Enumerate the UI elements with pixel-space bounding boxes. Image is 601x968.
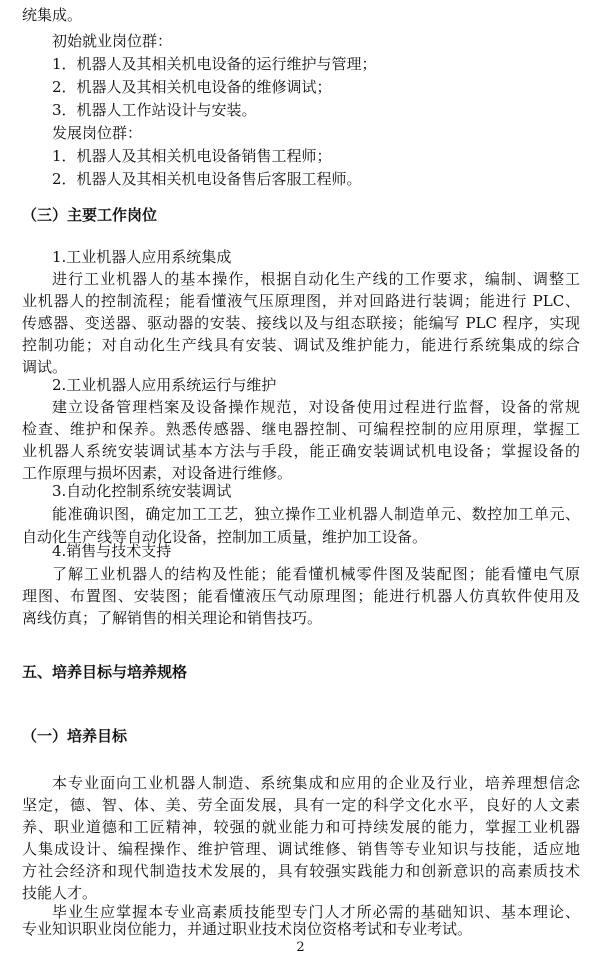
job-title: 4.销售与技术支持 xyxy=(52,542,172,560)
dev-jobs-title: 发展岗位群： xyxy=(52,124,143,142)
text-line: 进行工业机器人的基本操作，根据自动化生产线的工作要求，编制、调整工 xyxy=(52,270,580,288)
initial-jobs-title: 初始就业岗位群： xyxy=(52,32,173,50)
text-line: 控制功能；对自动化生产线具有安装、调试及维护能力，能进行系统集成的综合 xyxy=(22,336,580,354)
job-title: 3.自动化控制系统安装调试 xyxy=(52,482,232,500)
text-line: 毕业生应掌握本专业高素质技能型专门人才所必需的基础知识、基本理论、 xyxy=(52,903,580,921)
text-line: 业机器人的控制流程；能看懂液气压原理图，并对回路进行装调；能进行 PLC、 xyxy=(22,292,580,310)
section-heading: 五、培养目标与培养规格 xyxy=(22,663,188,681)
list-item: 2．机器人及其相关机电设备售后客服工程师。 xyxy=(52,170,362,188)
text-line: 离线仿真；了解销售的相关理论和销售技巧。 xyxy=(22,609,323,627)
text-line: 自动化生产线等自动化设备，控制加工质量，维护加工设备。 xyxy=(22,528,428,546)
text-line: 专业知识职业岗位能力，并通过职业技术岗位资格考试和专业考试。 xyxy=(22,920,473,938)
text-line: 理图、布置图、安装图；能看懂液压气动原理图；能进行机器人仿真软件使用及 xyxy=(22,587,580,605)
text-line: 方社会经济和现代制造技术发展的，具有较强实践能力和创新意识的高素质技术 xyxy=(22,862,580,880)
job-title: 1.工业机器人应用系统集成 xyxy=(52,248,232,266)
text-line: 人集成设计、编程操作、维护管理、调试维修、销售等专业知识与技能，适应地 xyxy=(22,840,580,858)
job-title: 2.工业机器人应用系统运行与维护 xyxy=(52,376,277,394)
list-item: 1．机器人及其相关机电设备销售工程师； xyxy=(52,147,332,165)
subsection-heading: （一）培养目标 xyxy=(22,727,128,745)
text-line: 本专业面向工业机器人制造、系统集成和应用的企业及行业，培养理想信念 xyxy=(52,774,580,792)
text-line: 了解工业机器人的结构及性能；能看懂机械零件图及装配图；能看懂电气原 xyxy=(52,565,580,583)
text-line: 建立设备管理档案及设备操作规范，对设备使用过程进行监督，设备的常规 xyxy=(52,398,580,416)
text-line: 检查、维护和保养。熟悉传感器、继电器控制、可编程控制的应用原理，掌握工 xyxy=(22,420,580,438)
text-line: 技能人才。 xyxy=(22,884,98,902)
text-line: 业机器人系统安装调试基本方法与手段，能正确安装调试机电设备；掌握设备的 xyxy=(22,442,580,460)
list-item: 2．机器人及其相关机电设备的维修调试； xyxy=(52,78,332,96)
text-line: 坚定，德、智、体、美、劳全面发展，具有一定的科学文化水平，良好的人文素 xyxy=(22,796,580,814)
text-line: 养、职业道德和工匠精神，较强的就业能力和可持续发展的能力，掌握工业机器 xyxy=(22,818,580,836)
section-heading: （三）主要工作岗位 xyxy=(22,206,158,224)
list-item: 1．机器人及其相关机电设备的运行维护与管理； xyxy=(52,55,377,73)
text-line: 工作原理与损坏因素，对设备进行维修。 xyxy=(22,464,293,482)
page-number: 2 xyxy=(296,940,305,955)
list-item: 3．机器人工作站设计与安装。 xyxy=(52,101,257,119)
text-line: 统集成。 xyxy=(22,6,83,24)
text-line: 调试。 xyxy=(22,358,68,376)
text-line: 传感器、变送器、驱动器的安装、接线以及与组态联接；能编写 PLC 程序，实现 xyxy=(22,314,580,332)
text-line: 能准确识图，确定加工工艺，独立操作工业机器人制造单元、数控加工单元、 xyxy=(52,505,580,523)
